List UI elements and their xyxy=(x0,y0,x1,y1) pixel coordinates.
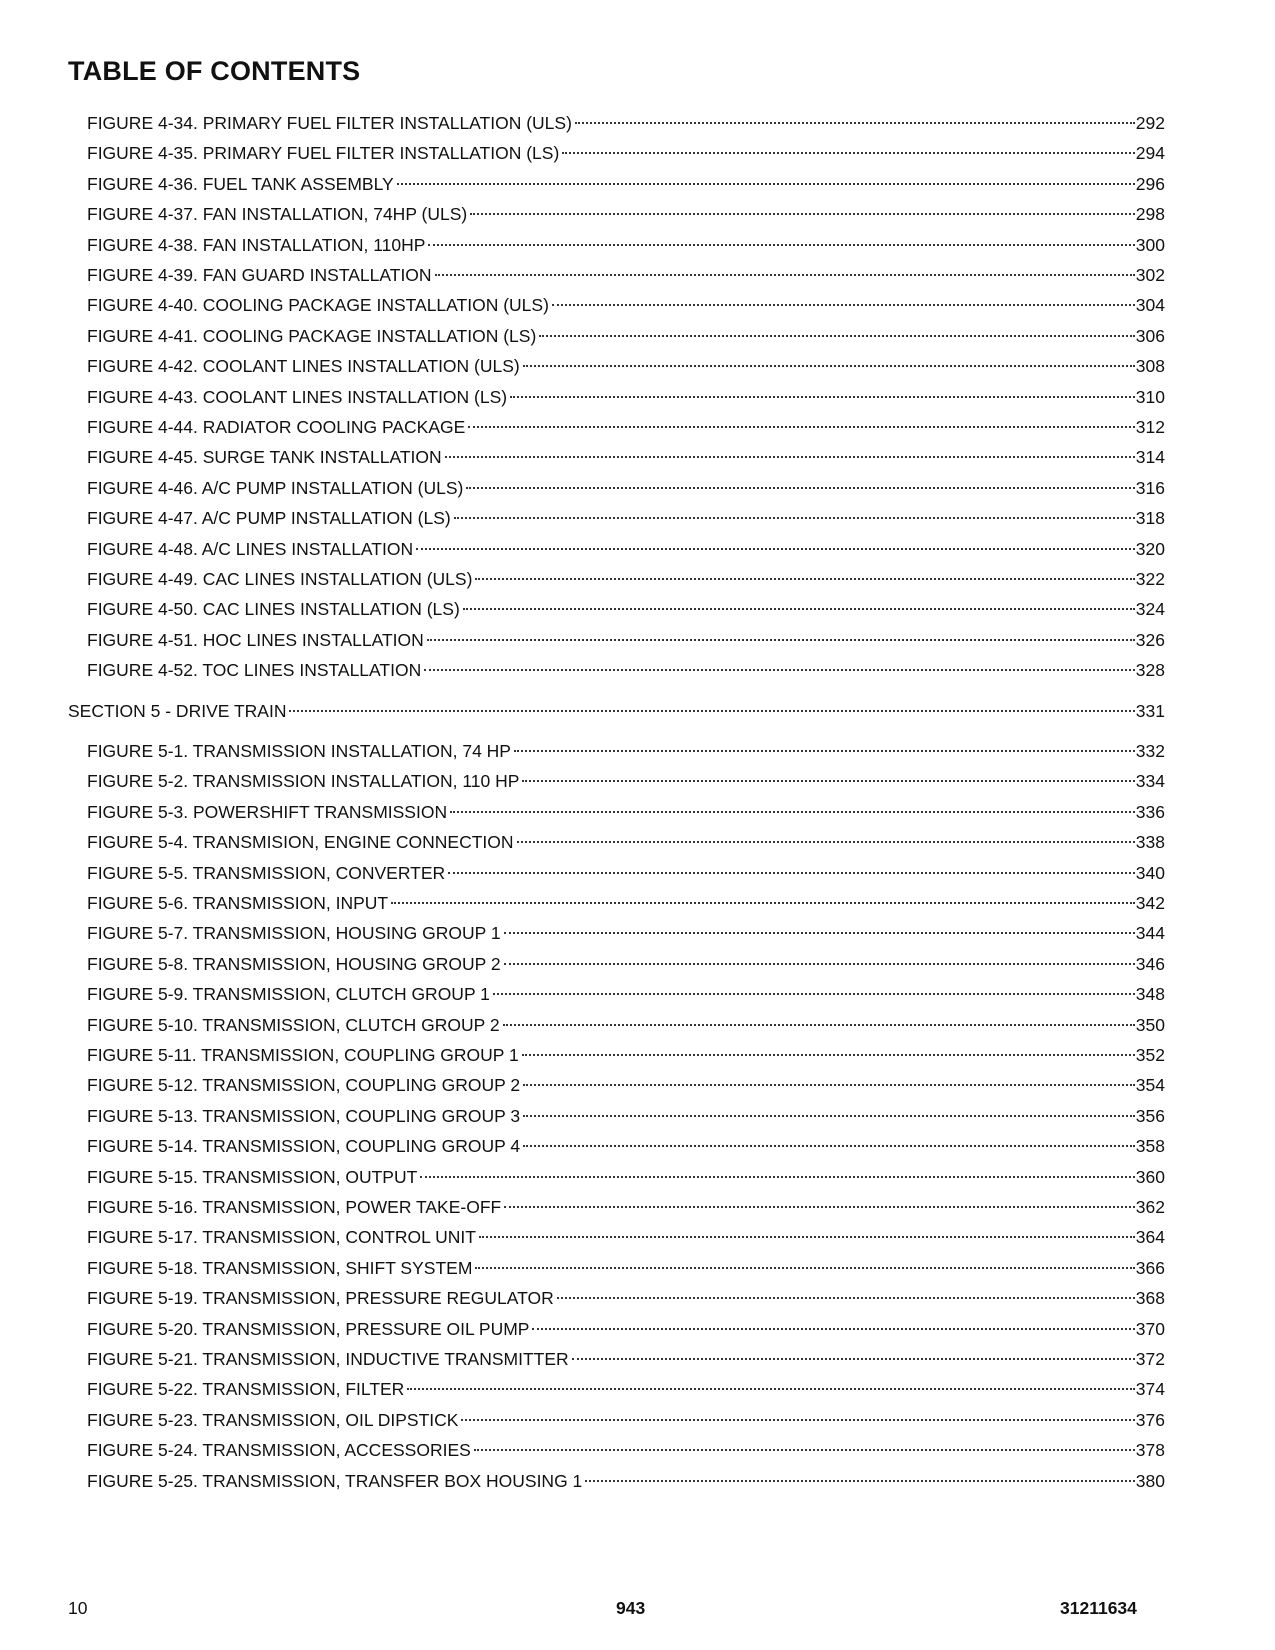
toc-entry[interactable] xyxy=(87,1009,1165,1035)
toc-entry-label: FIGURE 5-3. POWERSHIFT TRANSMISSION xyxy=(87,802,448,822)
toc-entry-label: FIGURE 5-2. TRANSMISSION INSTALLATION, 110 HP xyxy=(87,771,520,791)
toc-entry-label: FIGURE 4-45. SURGE TANK INSTALLATION xyxy=(87,447,442,467)
toc-entry-page: 374 xyxy=(1135,1379,1165,1399)
toc-dot-leader xyxy=(428,229,1134,251)
toc-entry-page: 350 xyxy=(1135,1015,1165,1035)
toc-entry[interactable] xyxy=(87,1161,1165,1187)
toc-entry-page: 356 xyxy=(1135,1106,1165,1126)
toc-entry-page: 334 xyxy=(1135,771,1165,791)
toc-entry-label: FIGURE 5-4. TRANSMISION, ENGINE CONNECTION xyxy=(87,832,514,852)
toc-dot-leader xyxy=(397,168,1135,190)
toc-dot-leader xyxy=(523,350,1135,372)
toc-entry-label: FIGURE 5-7. TRANSMISSION, HOUSING GROUP 1 xyxy=(87,923,501,943)
toc-entry[interactable] xyxy=(87,1221,1165,1247)
footer-document-number: 31211634 xyxy=(1060,1598,1137,1618)
toc-entry[interactable] xyxy=(87,1373,1165,1399)
toc-entry-label: FIGURE 5-13. TRANSMISSION, COUPLING GROUP 3 xyxy=(87,1106,521,1126)
toc-entry-label: FIGURE 4-37. FAN INSTALLATION, 74HP (ULS) xyxy=(87,204,468,224)
toc-entry-page: 358 xyxy=(1135,1136,1165,1156)
toc-dot-leader xyxy=(475,563,1134,585)
toc-entry[interactable] xyxy=(87,107,1165,133)
toc-entry-label: FIGURE 4-38. FAN INSTALLATION, 110HP xyxy=(87,235,426,255)
toc-dot-leader xyxy=(289,695,1134,717)
toc-dot-leader xyxy=(504,948,1135,970)
toc-entry-label: FIGURE 4-39. FAN GUARD INSTALLATION xyxy=(87,265,432,285)
toc-dot-leader xyxy=(523,1130,1135,1152)
toc-entry[interactable] xyxy=(87,978,1165,1004)
toc-entry-label: FIGURE 4-35. PRIMARY FUEL FILTER INSTALLATION (LS) xyxy=(87,143,560,163)
toc-dot-leader xyxy=(523,1100,1135,1122)
toc-entry-page: 368 xyxy=(1135,1288,1165,1308)
toc-entry-label: FIGURE 5-18. TRANSMISSION, SHIFT SYSTEM xyxy=(87,1258,473,1278)
toc-entry-label: FIGURE 5-24. TRANSMISSION, ACCESSORIES xyxy=(87,1440,471,1460)
toc-entry-label: FIGURE 5-6. TRANSMISSION, INPUT xyxy=(87,893,389,913)
toc-entry-page: 308 xyxy=(1135,356,1165,376)
toc-entry-page: 344 xyxy=(1135,923,1165,943)
toc-entry-page: 331 xyxy=(1135,701,1165,721)
toc-dot-leader xyxy=(475,1252,1134,1274)
toc-entry-label: FIGURE 4-40. COOLING PACKAGE INSTALLATION (ULS) xyxy=(87,295,549,315)
toc-entry[interactable] xyxy=(87,796,1165,822)
toc-entry[interactable] xyxy=(87,411,1165,437)
toc-entry-label: FIGURE 4-48. A/C LINES INSTALLATION xyxy=(87,539,414,559)
toc-entry-label: FIGURE 4-34. PRIMARY FUEL FILTER INSTALLATION (ULS) xyxy=(87,113,572,133)
toc-entry[interactable] xyxy=(87,1039,1165,1065)
toc-dot-leader xyxy=(539,320,1135,342)
toc-entry[interactable] xyxy=(87,1282,1165,1308)
toc-dot-leader xyxy=(420,1161,1135,1183)
toc-entry-page: 320 xyxy=(1135,539,1165,559)
toc-dot-leader xyxy=(445,441,1135,463)
toc-entry[interactable] xyxy=(87,1069,1165,1095)
toc-entry-page: 378 xyxy=(1135,1440,1165,1460)
toc-entry-label: FIGURE 5-16. TRANSMISSION, POWER TAKE-OFF xyxy=(87,1197,502,1217)
toc-dot-leader xyxy=(503,1009,1135,1031)
toc-entry-label: FIGURE 5-21. TRANSMISSION, INDUCTIVE TRANSMITTER xyxy=(87,1349,569,1369)
toc-entry-label: FIGURE 5-20. TRANSMISSION, PRESSURE OIL PUMP xyxy=(87,1319,530,1339)
toc-entry-page: 322 xyxy=(1135,569,1165,589)
footer-page-number: 10 xyxy=(68,1598,88,1618)
toc-entry-page: 326 xyxy=(1135,630,1165,650)
toc-entry-label: FIGURE 4-41. COOLING PACKAGE INSTALLATION (LS) xyxy=(87,326,537,346)
toc-dot-leader xyxy=(468,411,1135,433)
toc-entry[interactable] xyxy=(87,259,1165,285)
toc-entry-label: FIGURE 4-36. FUEL TANK ASSEMBLY xyxy=(87,174,394,194)
toc-entry[interactable] xyxy=(87,1100,1165,1126)
toc-entry-page: 346 xyxy=(1135,954,1165,974)
toc-entry[interactable] xyxy=(87,1252,1165,1278)
toc-dot-leader xyxy=(572,1343,1135,1365)
toc-dot-leader xyxy=(474,1434,1135,1456)
toc-dot-leader xyxy=(514,735,1135,757)
toc-dot-leader xyxy=(424,654,1135,676)
toc-entry-page: 366 xyxy=(1135,1258,1165,1278)
toc-dot-leader xyxy=(493,978,1135,1000)
toc-entry[interactable] xyxy=(87,1404,1165,1430)
toc-dot-leader xyxy=(562,137,1135,159)
toc-entry-label: FIGURE 4-44. RADIATOR COOLING PACKAGE xyxy=(87,417,466,437)
toc-entry-label: SECTION 5 - DRIVE TRAIN xyxy=(68,701,287,721)
toc-entry[interactable] xyxy=(87,765,1165,791)
toc-entry[interactable] xyxy=(87,381,1165,407)
toc-dot-leader xyxy=(585,1465,1135,1487)
toc-entry-page: 354 xyxy=(1135,1075,1165,1095)
toc-entry-page: 370 xyxy=(1135,1319,1165,1339)
toc-dot-leader xyxy=(522,765,1134,787)
toc-entry[interactable] xyxy=(87,472,1165,498)
toc-entry[interactable] xyxy=(87,137,1165,163)
toc-entry-label: FIGURE 4-50. CAC LINES INSTALLATION (LS) xyxy=(87,599,460,619)
toc-entry-label: FIGURE 5-5. TRANSMISSION, CONVERTER xyxy=(87,863,446,883)
toc-dot-leader xyxy=(461,1404,1134,1426)
page-title: TABLE OF CONTENTS xyxy=(68,56,361,86)
toc-entry[interactable] xyxy=(87,917,1165,943)
toc-dot-leader xyxy=(517,826,1135,848)
toc-dot-leader xyxy=(523,1069,1135,1091)
toc-entry-label: FIGURE 4-51. HOC LINES INSTALLATION xyxy=(87,630,424,650)
toc-dot-leader xyxy=(479,1221,1135,1243)
toc-entry-label: FIGURE 4-43. COOLANT LINES INSTALLATION (LS) xyxy=(87,387,508,407)
toc-dot-leader xyxy=(450,796,1135,818)
toc-entry-page: 314 xyxy=(1135,447,1165,467)
toc-dot-leader xyxy=(504,917,1135,939)
toc-entry-page: 328 xyxy=(1135,660,1165,680)
toc-entry-page: 304 xyxy=(1135,295,1165,315)
toc-entry-label: FIGURE 5-25. TRANSMISSION, TRANSFER BOX HOUSING 1 xyxy=(87,1471,583,1491)
toc-dot-leader xyxy=(448,857,1135,879)
toc-dot-leader xyxy=(470,198,1135,220)
toc-entry-label: FIGURE 5-22. TRANSMISSION, FILTER xyxy=(87,1379,405,1399)
toc-entry-page: 312 xyxy=(1135,417,1165,437)
toc-dot-leader xyxy=(557,1282,1135,1304)
toc-entry-page: 298 xyxy=(1135,204,1165,224)
toc-entry-page: 362 xyxy=(1135,1197,1165,1217)
toc-entry[interactable] xyxy=(87,1434,1165,1460)
toc-entry[interactable] xyxy=(87,563,1165,589)
toc-entry[interactable] xyxy=(87,1465,1165,1491)
toc-entry-label: FIGURE 5-8. TRANSMISSION, HOUSING GROUP 2 xyxy=(87,954,501,974)
toc-entry[interactable] xyxy=(87,593,1165,619)
toc-entry-page: 302 xyxy=(1135,265,1165,285)
toc-entry[interactable] xyxy=(87,320,1165,346)
toc-entry[interactable] xyxy=(87,1191,1165,1217)
toc-entry-page: 294 xyxy=(1135,143,1165,163)
toc-entry[interactable] xyxy=(87,198,1165,224)
toc-entry-page: 306 xyxy=(1135,326,1165,346)
toc-entry-label: FIGURE 4-42. COOLANT LINES INSTALLATION (ULS) xyxy=(87,356,520,376)
toc-entry-page: 364 xyxy=(1135,1227,1165,1247)
toc-entry-page: 310 xyxy=(1135,387,1165,407)
toc-entry[interactable] xyxy=(87,1313,1165,1339)
toc-dot-leader xyxy=(454,502,1135,524)
toc-entry-label: FIGURE 5-15. TRANSMISSION, OUTPUT xyxy=(87,1167,418,1187)
toc-entry-page: 340 xyxy=(1135,863,1165,883)
toc-entry[interactable] xyxy=(87,887,1165,913)
toc-entry[interactable] xyxy=(87,1130,1165,1156)
toc-entry-label: FIGURE 5-10. TRANSMISSION, CLUTCH GROUP 2 xyxy=(87,1015,500,1035)
toc-dot-leader xyxy=(532,1313,1134,1335)
toc-dot-leader xyxy=(552,289,1135,311)
toc-entry-page: 376 xyxy=(1135,1410,1165,1430)
toc-entry[interactable] xyxy=(87,1343,1165,1369)
toc-entry[interactable] xyxy=(87,533,1165,559)
footer-center-number: 943 xyxy=(616,1598,646,1618)
toc-entry-label: FIGURE 4-46. A/C PUMP INSTALLATION (ULS) xyxy=(87,478,464,498)
toc-dot-leader xyxy=(416,533,1135,555)
toc-entry-label: FIGURE 5-23. TRANSMISSION, OIL DIPSTICK xyxy=(87,1410,459,1430)
toc-entry-label: FIGURE 5-14. TRANSMISSION, COUPLING GROUP 4 xyxy=(87,1136,521,1156)
toc-entry-page: 342 xyxy=(1135,893,1165,913)
toc-entry[interactable] xyxy=(87,289,1165,315)
toc-entry-label: FIGURE 4-47. A/C PUMP INSTALLATION (LS) xyxy=(87,508,451,528)
toc-entry-label: FIGURE 5-1. TRANSMISSION INSTALLATION, 74 HP xyxy=(87,741,511,761)
toc-dot-leader xyxy=(575,107,1135,129)
toc-entry[interactable] xyxy=(87,654,1165,680)
toc-entry[interactable] xyxy=(87,502,1165,528)
toc-entry-label: FIGURE 4-49. CAC LINES INSTALLATION (ULS) xyxy=(87,569,473,589)
toc-dot-leader xyxy=(463,593,1135,615)
toc-entry-label: FIGURE 5-17. TRANSMISSION, CONTROL UNIT xyxy=(87,1227,476,1247)
toc-entry[interactable] xyxy=(87,826,1165,852)
toc-dot-leader xyxy=(504,1191,1135,1213)
toc-entry-label: FIGURE 5-11. TRANSMISSION, COUPLING GROUP 1 xyxy=(87,1045,519,1065)
toc-entry-page: 296 xyxy=(1135,174,1165,194)
toc-entry[interactable] xyxy=(87,624,1165,650)
toc-entry-label: FIGURE 5-9. TRANSMISSION, CLUTCH GROUP 1 xyxy=(87,984,490,1004)
toc-dot-leader xyxy=(466,472,1134,494)
toc-entry-page: 300 xyxy=(1135,235,1165,255)
toc-entry-page: 316 xyxy=(1135,478,1165,498)
toc-entry-page: 332 xyxy=(1135,741,1165,761)
toc-entry-page: 292 xyxy=(1135,113,1165,133)
toc-dot-leader xyxy=(427,624,1135,646)
toc-entry-page: 318 xyxy=(1135,508,1165,528)
toc-dot-leader xyxy=(435,259,1135,281)
toc-dot-leader xyxy=(407,1373,1134,1395)
toc-section-entry[interactable] xyxy=(68,695,1165,721)
toc-entry-page: 372 xyxy=(1135,1349,1165,1369)
toc-entry-page: 352 xyxy=(1135,1045,1165,1065)
toc-dot-leader xyxy=(522,1039,1135,1061)
toc-entry-page: 348 xyxy=(1135,984,1165,1004)
toc-entry[interactable] xyxy=(87,857,1165,883)
toc-entry[interactable] xyxy=(87,350,1165,376)
toc-entry-label: FIGURE 4-52. TOC LINES INSTALLATION xyxy=(87,660,422,680)
toc-entry-page: 360 xyxy=(1135,1167,1165,1187)
toc-dot-leader xyxy=(391,887,1135,909)
toc-entry-page: 324 xyxy=(1135,599,1165,619)
toc-dot-leader xyxy=(510,381,1135,403)
toc-entry-page: 336 xyxy=(1135,802,1165,822)
toc-entry[interactable] xyxy=(87,168,1165,194)
toc-entry-label: FIGURE 5-12. TRANSMISSION, COUPLING GROUP 2 xyxy=(87,1075,521,1095)
toc-entry-page: 338 xyxy=(1135,832,1165,852)
toc-entry[interactable] xyxy=(87,948,1165,974)
toc-entry[interactable] xyxy=(87,229,1165,255)
toc-entry[interactable] xyxy=(87,441,1165,467)
toc-entry-label: FIGURE 5-19. TRANSMISSION, PRESSURE REGULATOR xyxy=(87,1288,554,1308)
toc-entry[interactable] xyxy=(87,735,1165,761)
toc-entry-page: 380 xyxy=(1135,1471,1165,1491)
